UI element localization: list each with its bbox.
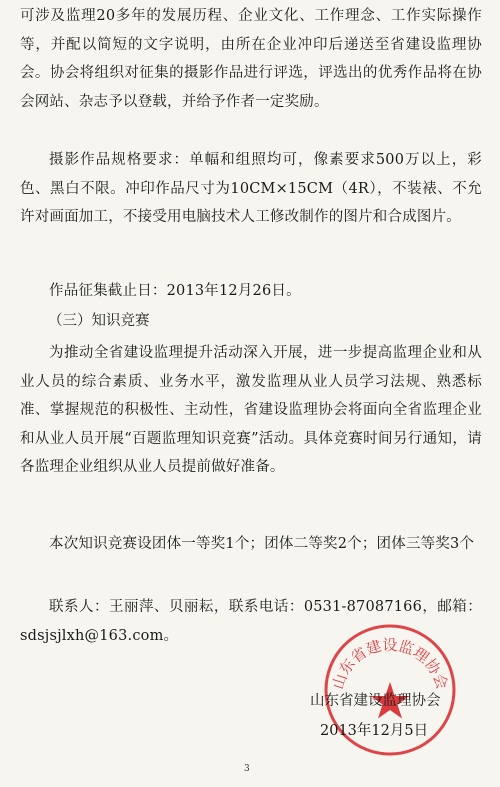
page-number: 3 xyxy=(244,764,250,774)
paragraph-contact: 联系人：王丽萍、贝丽耘，联系电话：0531-87087166，邮箱：sdsjsjlxh@163.com。 xyxy=(20,599,482,644)
paragraph-photo-desc: 可涉及监理20多年的发展历程、企业文化、工作理念、工作实际操作等，并配以简短的文字说明，由所在企业冲印后递送至省建设监理协会。协会将组织对征集的摄影作品进行评选，评选出的优秀作品将在协会网站、杂志予以登载，并给予作者一定奖励。 xyxy=(20,8,482,110)
seal-text: 山东省建设监理协会 xyxy=(328,636,452,692)
paragraph-photo-spec: 摄影作品规格要求：单幅和组照均可，像素要求500万以上，彩色、黑白不限。冲印作品尺寸为10CM×15CM（4R），不装裱、不允许对画面加工，不接受用电脑技术人工修改制作的图片和合成图片。 xyxy=(20,152,482,225)
paragraph-awards: 本次知识竞赛设团体一等奖1个；团体二等奖2个；团体三等奖3个 xyxy=(49,536,475,552)
section-heading-quiz: （三）知识竞赛 xyxy=(48,313,150,329)
paragraph-quiz-desc: 为推动全省建设监理提升活动深入开展，进一步提高监理企业和从业人员的综合素质、业务水平，激发监理从业人员学习法规、熟悉标准、掌握规范的积极性、主动性，省建设监理协会将面向全省监理企业和从业人员开展“百题监理知识竞赛”活动。具体竞赛时间另行通知，请各监理企业组织从业人员提前做好准备。 xyxy=(20,345,482,475)
paragraph-deadline: 作品征集截止日：2013年12月26日。 xyxy=(49,283,301,299)
signature-date: 2013年12月5日 xyxy=(320,723,429,739)
signature-organization: 山东省建设监理协会 xyxy=(310,693,441,709)
